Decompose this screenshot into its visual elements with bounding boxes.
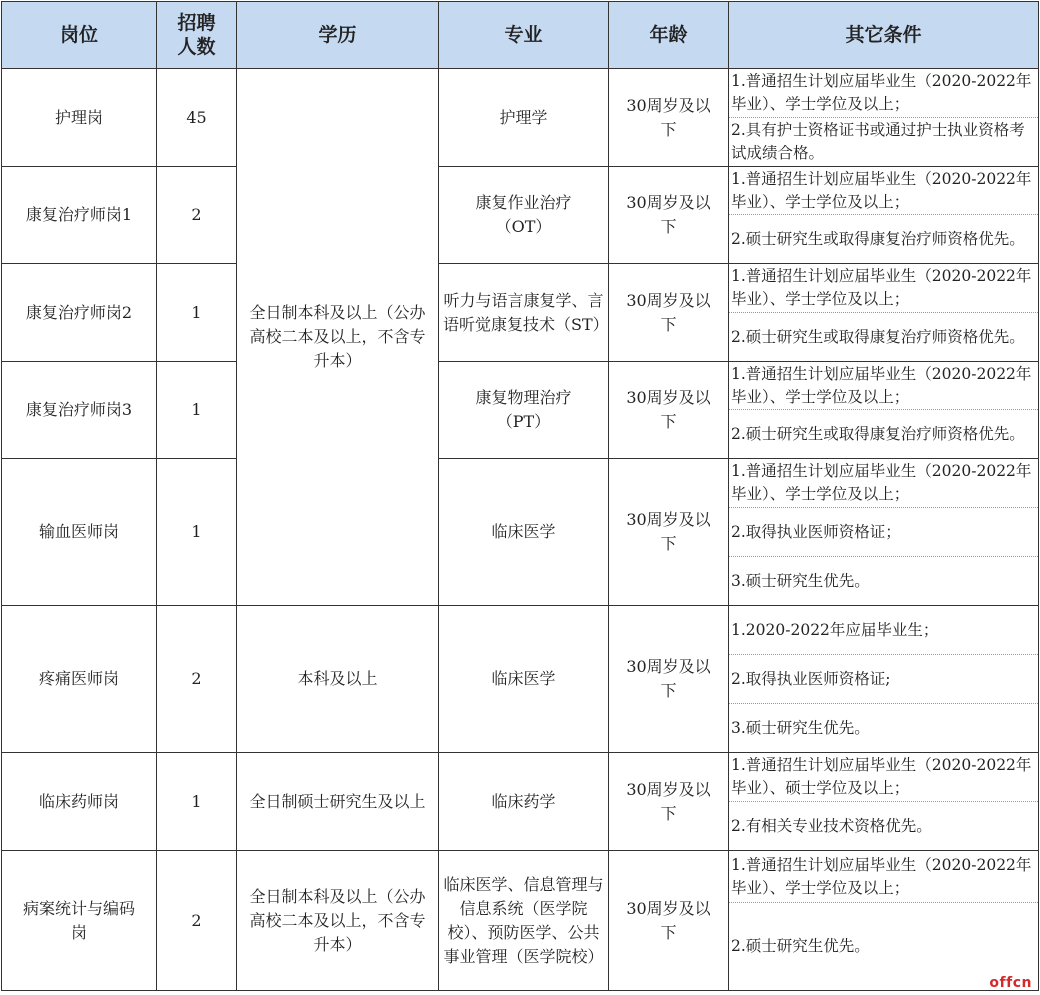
- cell-age: 30周岁及以下: [609, 851, 729, 991]
- cell-position: 疼痛医师岗: [2, 606, 157, 753]
- cell-conditions: [729, 264, 1039, 362]
- header-education: 学历: [237, 2, 439, 69]
- cell-age: 30周岁及以下: [609, 167, 729, 264]
- table-row: [2, 459, 1039, 606]
- table-row: [2, 851, 1039, 991]
- cell-education: 全日制硕士研究生及以上: [237, 753, 439, 851]
- condition-line: 1.普通招生计划应届毕业生（2020-2022年毕业）、学士学位及以上；: [729, 459, 1038, 508]
- condition-line: 2.取得执业医师资格证；: [729, 508, 1038, 557]
- table-row: [2, 264, 1039, 362]
- cell-conditions: [729, 362, 1039, 459]
- condition-line: 1.普通招生计划应届毕业生（2020-2022年毕业）、学士学位及以上；: [729, 851, 1038, 903]
- header-major: 专业: [439, 2, 609, 69]
- cell-position: 康复治疗师岗2: [2, 264, 157, 362]
- condition-line: 2.取得执业医师资格证;: [729, 655, 1038, 704]
- watermark-logo: offcn: [989, 975, 1032, 991]
- table-row: [2, 606, 1039, 753]
- cell-major: 护理学: [439, 69, 609, 167]
- condition-line: 2.硕士研究生或取得康复治疗师资格优先。: [731, 327, 1025, 346]
- table-row: [2, 167, 1039, 264]
- cell-count: 1: [157, 362, 237, 459]
- cell-position: 输血医师岗: [2, 459, 157, 606]
- cell-conditions: [729, 69, 1039, 167]
- condition-line: 2.硕士研究生优先。: [731, 937, 870, 955]
- cell-education: 全日制本科及以上（公办高校二本及以上，不含专升本）: [237, 851, 439, 991]
- condition-line: 1.普通招生计划应届毕业生（2020-2022年毕业）、硕士学位及以上；: [729, 753, 1038, 802]
- cell-education-merged: 全日制本科及以上（公办高校二本及以上，不含专升本）: [237, 69, 439, 606]
- cell-conditions: [729, 851, 1039, 991]
- recruitment-table: [1, 1, 1039, 991]
- cell-conditions: [729, 459, 1039, 606]
- header-row: [2, 2, 1039, 69]
- condition-line: 3.硕士研究生优先。: [731, 718, 870, 737]
- cell-count: 2: [157, 606, 237, 753]
- cell-conditions: [729, 167, 1039, 264]
- cell-position: 康复治疗师岗3: [2, 362, 157, 459]
- header-position: 岗位: [2, 2, 157, 69]
- table-row: [2, 362, 1039, 459]
- header-conditions: 其它条件: [729, 2, 1039, 69]
- cell-position: 护理岗: [2, 69, 157, 167]
- condition-line: 2.具有护士资格证书或通过护士执业资格考试成绩合格。: [731, 121, 1025, 162]
- cell-count: 1: [157, 753, 237, 851]
- cell-major: 临床医学: [439, 459, 609, 606]
- cell-position: 康复治疗师岗1: [2, 167, 157, 264]
- header-count: 招聘 人数: [157, 2, 237, 69]
- condition-line: 1.普通招生计划应届毕业生（2020-2022年毕业）、学士学位及以上；: [729, 264, 1038, 313]
- cell-major: 临床医学: [439, 606, 609, 753]
- cell-age: 30周岁及以下: [609, 264, 729, 362]
- table-row: [2, 69, 1039, 167]
- cell-major: 康复物理治疗（PT）: [439, 362, 609, 459]
- cell-major: 听力与语言康复学、言语听觉康复技术（ST）: [439, 264, 609, 362]
- cell-major: 临床药学: [439, 753, 609, 851]
- cell-count: 45: [157, 69, 237, 167]
- condition-line: 1.普通招生计划应届毕业生（2020-2022年毕业）、学士学位及以上；: [729, 69, 1038, 118]
- cell-age: 30周岁及以下: [609, 459, 729, 606]
- cell-education: 本科及以上: [237, 606, 439, 753]
- cell-conditions: [729, 753, 1039, 851]
- cell-position: 临床药师岗: [2, 753, 157, 851]
- header-age: 年龄: [609, 2, 729, 69]
- condition-line: 1.普通招生计划应届毕业生（2020-2022年毕业）、学士学位及以上；: [729, 167, 1038, 215]
- cell-count: 1: [157, 264, 237, 362]
- cell-count: 1: [157, 459, 237, 606]
- condition-line: 1.2020-2022年应届毕业生；: [729, 606, 1038, 655]
- table-row: [2, 753, 1039, 851]
- condition-line: 2.硕士研究生或取得康复治疗师资格优先。: [731, 229, 1025, 248]
- cell-major: 康复作业治疗（OT）: [439, 167, 609, 264]
- condition-line: 2.有相关专业技术资格优先。: [731, 816, 932, 835]
- condition-line: 2.硕士研究生或取得康复治疗师资格优先。: [731, 424, 1025, 443]
- condition-line: 1.普通招生计划应届毕业生（2020-2022年毕业）、学士学位及以上；: [729, 362, 1038, 410]
- condition-line: 3.硕士研究生优先。: [731, 571, 870, 590]
- cell-count: 2: [157, 167, 237, 264]
- cell-age: 30周岁及以下: [609, 753, 729, 851]
- cell-position: 病案统计与编码岗: [2, 851, 157, 991]
- cell-conditions: [729, 606, 1039, 753]
- cell-age: 30周岁及以下: [609, 69, 729, 167]
- cell-count: 2: [157, 851, 237, 991]
- cell-age: 30周岁及以下: [609, 362, 729, 459]
- cell-major: 临床医学、信息管理与信息系统（医学院校）、预防医学、公共事业管理（医学院校）: [439, 851, 609, 991]
- cell-age: 30周岁及以下: [609, 606, 729, 753]
